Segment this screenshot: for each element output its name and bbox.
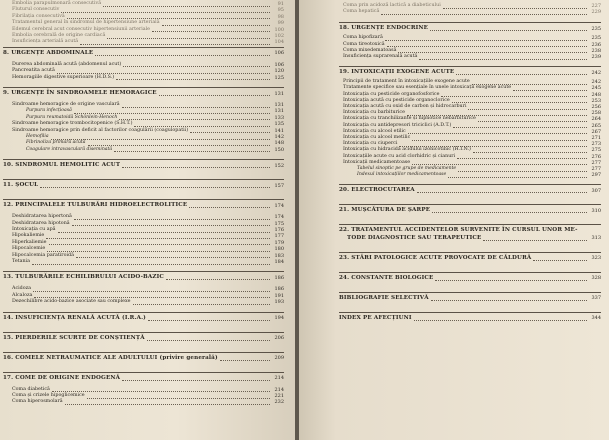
toc-entry[interactable]: Intoxicația cu hidracida acidului izonicotinic (H.I.N.) bbox=[343, 147, 471, 153]
section-page-number: 194 bbox=[274, 315, 284, 322]
toc-entry[interactable]: Intoxicația cu alcool metilic bbox=[343, 135, 411, 140]
dot-leader bbox=[122, 107, 270, 108]
section-page-number: 328 bbox=[591, 275, 601, 282]
section-rule bbox=[3, 352, 284, 353]
section-rule bbox=[3, 159, 284, 160]
toc-entry: Coma prin acidoză lactică a diabeticului bbox=[343, 3, 441, 8]
section-page-number: 337 bbox=[591, 295, 601, 302]
section-rule bbox=[339, 312, 601, 313]
toc-entry[interactable]: Purpura infecțioasă bbox=[26, 108, 72, 114]
toc-entry[interactable]: Insuficiența suprarenală acută bbox=[343, 54, 418, 59]
dot-leader bbox=[87, 398, 270, 399]
toc-page-number: 258 bbox=[591, 110, 601, 117]
toc-entry[interactable]: Durerea abdominală acută (abdomenul acut) bbox=[12, 61, 122, 67]
toc-entry[interactable]: Coma și crizele hipoglicemice bbox=[12, 393, 85, 398]
dot-leader bbox=[430, 30, 587, 31]
dot-leader bbox=[452, 102, 587, 103]
toc-entry[interactable]: Dezechilibre acido-bazice asociate sau complexe bbox=[12, 299, 131, 305]
toc-page-number: 180 bbox=[274, 246, 284, 253]
toc-page-number: 277 bbox=[591, 159, 601, 166]
dot-leader bbox=[473, 152, 587, 153]
toc-entry[interactable]: Hipocalcemia paratiroidă bbox=[12, 252, 74, 258]
section-heading[interactable]: 20. ELECTROCUTAREA bbox=[339, 187, 415, 194]
dot-leader bbox=[134, 126, 270, 127]
dot-leader bbox=[431, 300, 587, 301]
dot-leader bbox=[478, 121, 587, 122]
dot-leader bbox=[189, 207, 270, 208]
toc-page-number: 177 bbox=[274, 233, 284, 240]
toc-page-number: 183 bbox=[274, 252, 284, 259]
section-heading[interactable]: 17. COME DE ORIGINE ENDOGENĂ bbox=[3, 374, 121, 381]
toc-page-number: 271 bbox=[591, 135, 601, 141]
toc-page-number: 267 bbox=[591, 128, 601, 135]
section-page-number: 214 bbox=[274, 375, 284, 382]
dot-leader bbox=[57, 73, 270, 74]
section-rule bbox=[339, 272, 601, 273]
section-heading[interactable]: 8. URGENȚE ABDOMINALE bbox=[3, 49, 94, 56]
right-page bbox=[299, 0, 609, 440]
toc-page-number: 174 bbox=[274, 214, 284, 221]
toc-page-number: 179 bbox=[274, 239, 284, 246]
section-heading[interactable]: 12. PRINCIPALELE TULBURĂRI HIDROELECTROLITICE bbox=[3, 202, 188, 209]
dot-leader bbox=[116, 79, 270, 80]
toc-entry[interactable]: Hemoragiile digestive superioare (H.D.S.) bbox=[12, 74, 115, 80]
toc-entry[interactable]: Hipocalcemie bbox=[12, 246, 46, 252]
dot-leader bbox=[122, 167, 270, 168]
toc-entry[interactable]: Hemofilia bbox=[26, 134, 49, 139]
section-heading[interactable]: 13. TULBURĂRILE ECHILIBRULUI ACIDO-BAZIC bbox=[3, 274, 165, 281]
dot-leader bbox=[95, 55, 270, 56]
section-heading[interactable]: BIBLIOGRAFIE SELECTIVĂ bbox=[339, 294, 429, 301]
toc-entry[interactable]: Tratamente specifice sau esențiale în unele intoxicații exogene acute bbox=[343, 85, 512, 91]
section-heading[interactable]: 14. INSUFICIENȚA RENALĂ ACUTĂ (I.R.A.) bbox=[3, 314, 146, 321]
toc-entry[interactable]: Coma hipofizară bbox=[343, 35, 383, 41]
dot-leader bbox=[40, 187, 270, 188]
section-page-number: 152 bbox=[274, 162, 284, 169]
toc-entry[interactable]: Intoxicații medicamentoase bbox=[343, 159, 411, 165]
toc-page-number: 131 bbox=[274, 108, 284, 115]
section-rule bbox=[3, 87, 284, 88]
toc-entry: Insuficiența arterială acută bbox=[12, 39, 79, 45]
toc-entry[interactable]: Intoxicația cu barbiturice bbox=[343, 110, 405, 116]
dot-leader bbox=[74, 113, 270, 114]
toc-page-number: 150 bbox=[274, 146, 284, 153]
toc-entry: Tratamentul general în sindromul de hipertensiune arterială bbox=[12, 20, 160, 26]
dot-leader bbox=[159, 95, 270, 96]
toc-page-number: 264 bbox=[591, 116, 601, 123]
toc-page-number: 148 bbox=[274, 140, 284, 147]
toc-entry[interactable]: Coagulare intravasculară diseminată bbox=[26, 146, 113, 152]
section-heading[interactable]: 10. SINDROMUL HEMOLITIC ACUT bbox=[3, 162, 121, 169]
section-rule bbox=[3, 312, 284, 313]
toc-page-number: 99 bbox=[277, 20, 284, 27]
dot-leader bbox=[385, 40, 587, 41]
toc-page-number: 253 bbox=[591, 97, 601, 104]
toc-entry: Embolia parapulmonară consecutivă bbox=[12, 1, 102, 6]
toc-entry[interactable]: Intoxicația cu apă bbox=[12, 227, 56, 232]
section-rule bbox=[339, 292, 601, 293]
toc-page-number: 191 bbox=[274, 292, 284, 299]
section-page-number: 307 bbox=[591, 187, 601, 194]
toc-entry[interactable]: Deshidratarea hipotonă bbox=[12, 220, 70, 226]
dot-leader bbox=[457, 158, 587, 159]
toc-page-number: 229 bbox=[591, 9, 601, 16]
dot-leader bbox=[133, 304, 270, 305]
section-heading-cont[interactable]: TODE DIAGNOSTICE SAU TERAPEUTICE bbox=[347, 234, 482, 241]
toc-entry[interactable]: Intoxicația cu tranchilizante și hipnotice nebarbiturice bbox=[343, 116, 476, 122]
dot-leader bbox=[412, 140, 587, 141]
toc-entry: Fluturul consecutiv bbox=[12, 7, 60, 13]
section-page-number: 313 bbox=[591, 235, 601, 242]
section-heading[interactable]: INDEX PE AFECȚIUNI bbox=[339, 314, 412, 321]
toc-entry[interactable]: Intoxicația cu pesticide organofosforice bbox=[343, 91, 440, 97]
section-heading[interactable]: 23. STĂRI PATOLOGICE ACUTE PROVOCATE DE CĂLDURĂ bbox=[339, 254, 532, 261]
section-rule bbox=[339, 184, 601, 185]
toc-page-number: 186 bbox=[274, 286, 284, 293]
section-heading[interactable]: 9. URGENȚE ÎN SINDROAMELE HEMORAGICE bbox=[3, 90, 157, 96]
toc-page-number: 245 bbox=[591, 85, 601, 92]
dot-leader bbox=[417, 192, 587, 193]
dot-leader bbox=[419, 59, 587, 60]
toc-entry[interactable]: Principii de tratament în intoxicațiile exogene acute bbox=[343, 79, 470, 85]
dot-leader bbox=[441, 96, 587, 97]
toc-entry[interactable]: Coma mixedematoasă bbox=[343, 47, 397, 53]
dot-leader bbox=[61, 12, 270, 13]
toc-page-number: 175 bbox=[274, 220, 284, 227]
dot-leader bbox=[148, 320, 270, 321]
dot-leader bbox=[33, 291, 270, 292]
section-page-number: 206 bbox=[274, 335, 284, 342]
dot-leader bbox=[190, 132, 270, 133]
section-rule bbox=[3, 332, 284, 333]
dot-leader bbox=[483, 240, 587, 241]
dot-leader bbox=[387, 46, 587, 47]
section-heading[interactable]: 18. URGENȚE ENDOCRINE bbox=[339, 25, 429, 32]
toc-page-number: 142 bbox=[274, 134, 284, 140]
section-heading[interactable]: 21. MUȘCĂTURA DE ȘARPE bbox=[339, 207, 431, 214]
toc-entry[interactable]: Hiperkaliemie bbox=[12, 239, 47, 245]
toc-page-number: 256 bbox=[591, 104, 601, 110]
dot-leader bbox=[162, 25, 270, 26]
section-page-number: 131 bbox=[274, 90, 284, 97]
toc-page-number: 133 bbox=[274, 114, 284, 121]
dot-leader bbox=[65, 404, 270, 405]
toc-page-number: 276 bbox=[591, 153, 601, 160]
dot-leader bbox=[88, 145, 270, 146]
dot-leader bbox=[408, 133, 587, 134]
dot-leader bbox=[432, 212, 587, 213]
dot-leader bbox=[456, 74, 587, 75]
toc-entry[interactable]: Acidoza bbox=[12, 286, 32, 292]
toc-entry[interactable]: Hipokaliemie bbox=[12, 233, 45, 239]
toc-entry[interactable]: Coma hiperosmolară bbox=[12, 399, 63, 405]
dot-leader bbox=[122, 380, 270, 381]
section-heading[interactable]: 24. CONSTANTE BIOLOGICE bbox=[339, 274, 434, 281]
toc-page-number: 214 bbox=[274, 386, 284, 393]
toc-page-number: 95 bbox=[277, 7, 284, 14]
dot-leader bbox=[49, 244, 270, 245]
dot-leader bbox=[58, 232, 270, 233]
section-heading[interactable]: 15. PIERDERILE SCURTE DE CONȘTIENȚĂ bbox=[3, 334, 145, 341]
toc-page-number: 100 bbox=[274, 26, 284, 33]
toc-entry[interactable]: Coma tireotoxică bbox=[343, 41, 385, 47]
dot-leader bbox=[166, 279, 270, 280]
toc-entry[interactable]: Intoxicația cu alcool etilic bbox=[343, 128, 406, 134]
toc-page-number: 242 bbox=[591, 79, 601, 86]
toc-entry[interactable]: Coma diabetică bbox=[12, 386, 50, 392]
section-rule bbox=[339, 22, 601, 23]
section-heading[interactable]: 19. INTOXICAȚII EXOGENE ACUTE bbox=[339, 69, 455, 76]
section-rule bbox=[3, 199, 284, 200]
toc-page-number: 238 bbox=[591, 47, 601, 54]
dot-leader bbox=[76, 257, 270, 258]
toc-entry[interactable]: Intoxicația cu antidepresori triciclici (A.D.T.) bbox=[343, 122, 452, 128]
toc-entry[interactable]: Tetania bbox=[12, 259, 30, 264]
dot-leader bbox=[398, 52, 587, 53]
dot-leader bbox=[119, 119, 270, 120]
dot-leader bbox=[47, 251, 270, 252]
toc-page-number: 193 bbox=[274, 299, 284, 306]
section-heading[interactable]: 22. TRATAMENTUL ACCIDENTELOR SURVENITE ÎN CURSUL UNOR ME- bbox=[339, 227, 578, 234]
dot-leader bbox=[152, 31, 270, 32]
toc-entry[interactable]: Tabelul sinoptic pe grupe de medicamente bbox=[357, 166, 457, 171]
dot-leader bbox=[80, 44, 270, 45]
toc-page-number: 106 bbox=[274, 61, 284, 68]
section-page-number: 209 bbox=[274, 355, 284, 362]
toc-page-number: 275 bbox=[591, 147, 601, 154]
dot-leader bbox=[123, 66, 270, 67]
section-rule bbox=[339, 224, 601, 225]
toc-entry[interactable]: Fibrinoliza primară acută bbox=[26, 140, 86, 146]
dot-leader bbox=[107, 38, 270, 39]
toc-entry[interactable]: Intoxicația acută cu pesticide organoclorice bbox=[343, 97, 450, 103]
toc-page-number: 125 bbox=[274, 74, 284, 81]
toc-entry: Coma hepatică bbox=[343, 9, 380, 15]
section-page-number: 235 bbox=[591, 25, 601, 32]
toc-entry[interactable]: Intoxicația acută cu oxid de carbon și hidrocarburi bbox=[343, 104, 467, 109]
section-rule bbox=[339, 66, 601, 67]
section-rule bbox=[3, 372, 284, 373]
toc-page-number: 184 bbox=[274, 259, 284, 265]
section-page-number: 242 bbox=[591, 69, 601, 76]
toc-page-number: 98 bbox=[277, 13, 284, 20]
dot-leader bbox=[46, 238, 270, 239]
dot-leader bbox=[414, 320, 587, 321]
toc-entry[interactable]: Alcaloza bbox=[12, 292, 33, 298]
left-page bbox=[0, 0, 296, 440]
dot-leader bbox=[443, 8, 587, 9]
toc-page-number: 248 bbox=[591, 91, 601, 98]
section-heading[interactable]: 11. ȘOCUL bbox=[3, 182, 39, 189]
toc-page-number: 221 bbox=[274, 393, 284, 399]
toc-entry[interactable]: Intoxicațiile acute cu acid clorhidric și cianuri bbox=[343, 153, 456, 159]
section-page-number: 157 bbox=[274, 182, 284, 189]
toc-page-number: 273 bbox=[591, 141, 601, 148]
toc-entry[interactable]: Pancreatita acută bbox=[12, 68, 55, 74]
dot-leader bbox=[147, 340, 270, 341]
dot-leader bbox=[74, 219, 270, 220]
toc-entry: Embolia cerebrală de origine cardiacă bbox=[12, 33, 106, 38]
dot-leader bbox=[114, 151, 270, 152]
toc-page-number: 176 bbox=[274, 227, 284, 233]
toc-page-number: 236 bbox=[591, 41, 601, 48]
section-page-number: 186 bbox=[274, 274, 284, 281]
dot-leader bbox=[533, 260, 587, 261]
toc-entry[interactable]: Indexul intoxicațiilor medicamentoase bbox=[357, 172, 447, 178]
section-rule bbox=[3, 179, 284, 180]
toc-page-number: 141 bbox=[274, 127, 284, 134]
section-page-number: 344 bbox=[591, 315, 601, 322]
toc-entry[interactable]: Sindroame hemoragice trombocitopenice (S.H.T.) bbox=[12, 121, 133, 127]
section-rule bbox=[339, 204, 601, 205]
dot-leader bbox=[513, 90, 587, 91]
toc-entry[interactable]: Deshidratarea hipertonă bbox=[12, 214, 72, 220]
section-page-number: 106 bbox=[274, 50, 284, 57]
toc-entry[interactable]: Sindroame hemoragice de origine vasculară bbox=[12, 102, 120, 107]
toc-page-number: 91 bbox=[277, 1, 284, 7]
toc-page-number: 232 bbox=[274, 399, 284, 406]
dot-leader bbox=[220, 360, 270, 361]
toc-entry[interactable]: Purpura reumatoidă Schönlein-Henoch bbox=[26, 114, 118, 120]
toc-page-number: 120 bbox=[274, 68, 284, 75]
toc-entry: Edemul cerebral acut consecutiv hipertensiunii arteriale bbox=[12, 26, 151, 32]
dot-leader bbox=[52, 391, 270, 392]
toc-page-number: 131 bbox=[274, 102, 284, 108]
toc-page-number: 102 bbox=[274, 33, 284, 39]
dot-leader bbox=[103, 6, 270, 7]
dot-leader bbox=[468, 109, 587, 110]
dot-leader bbox=[435, 280, 587, 281]
section-page-number: 323 bbox=[591, 255, 601, 262]
dot-leader bbox=[381, 14, 587, 15]
toc-page-number: 135 bbox=[274, 121, 284, 128]
section-rule bbox=[339, 252, 601, 253]
toc-page-number: 265 bbox=[591, 122, 601, 129]
toc-page-number: 239 bbox=[591, 54, 601, 60]
toc-entry[interactable]: Intoxicația cu ciuperci bbox=[343, 141, 398, 147]
section-rule bbox=[3, 47, 284, 48]
dot-leader bbox=[458, 171, 587, 172]
dot-leader bbox=[72, 225, 270, 226]
section-page-number: 174 bbox=[274, 202, 284, 209]
toc-page-number: 227 bbox=[591, 3, 601, 9]
toc-entry[interactable]: Sindroame hemoragice prin deficit al factorilor coagulării (coagulopatii) bbox=[12, 127, 189, 133]
dot-leader bbox=[32, 264, 270, 265]
dot-leader bbox=[453, 127, 587, 128]
section-page-number: 310 bbox=[591, 207, 601, 214]
toc-page-number: 277 bbox=[591, 166, 601, 172]
section-heading[interactable]: 16. COMELE NETRAUMATICE ALE ADULTULUI (privire generală) bbox=[3, 354, 218, 361]
toc-page-number: 104 bbox=[274, 39, 284, 46]
toc-entry: Fibrilația consecutivă bbox=[12, 13, 65, 19]
section-rule bbox=[3, 271, 284, 272]
toc-page-number: 235 bbox=[591, 35, 601, 42]
dot-leader bbox=[448, 177, 587, 178]
toc-page-number: 297 bbox=[591, 172, 601, 179]
